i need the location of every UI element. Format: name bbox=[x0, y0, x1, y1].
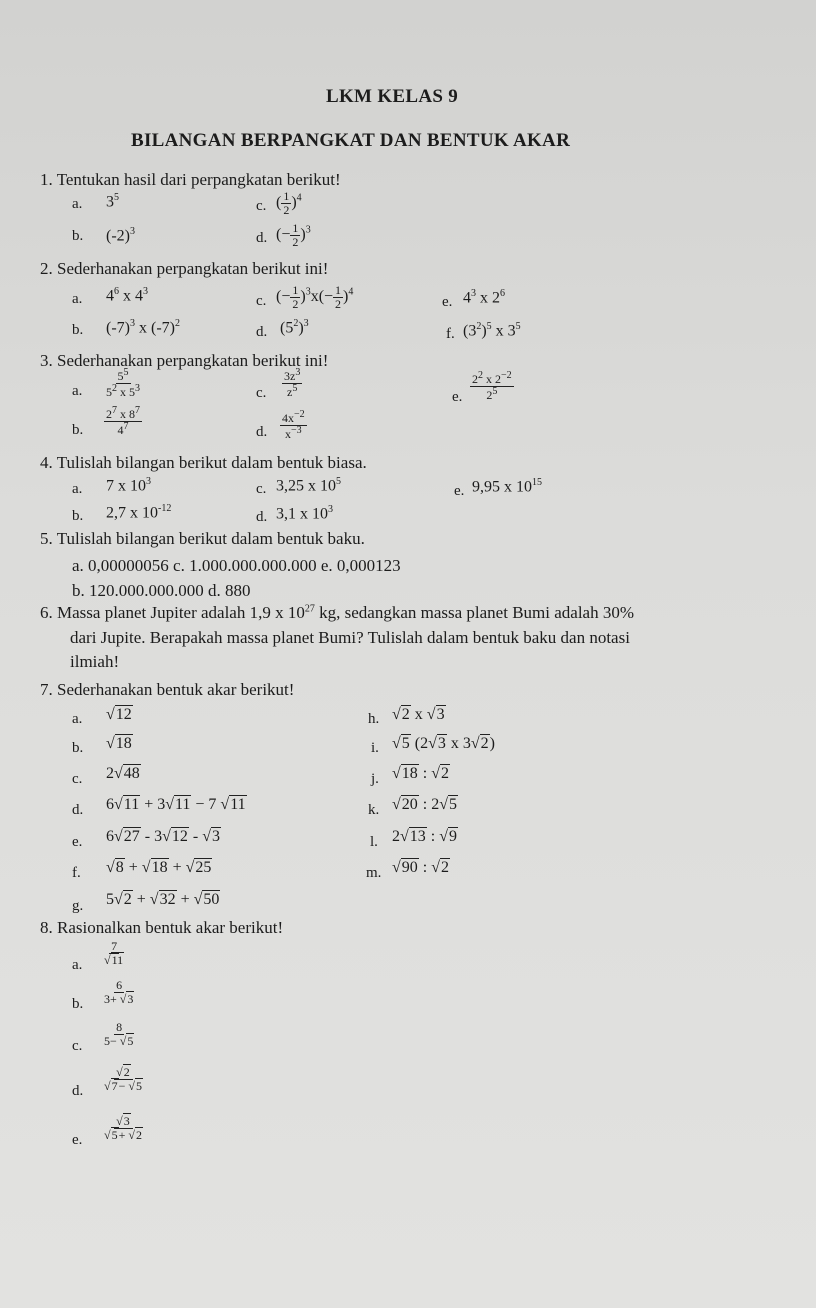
q4-label-c: c. bbox=[256, 481, 267, 497]
q3-item-a: $\frac{5^5}{5^2 x 5^3}$ bbox=[106, 367, 140, 399]
q7-label-b: b. bbox=[72, 740, 84, 756]
q7-item-f: √8 + √18 + √25 bbox=[106, 859, 212, 876]
q1-label-c: c. bbox=[256, 198, 267, 214]
q4-item-e: 9,95 x $10^{15}$ bbox=[472, 477, 542, 496]
q7-label-h: h. bbox=[368, 711, 380, 727]
q7-label-m: m. bbox=[366, 865, 382, 881]
q7-item-h: √2 x √3 bbox=[392, 706, 445, 723]
q8-label-a: a. bbox=[72, 957, 83, 973]
question-6-line-3: ilmiah! bbox=[70, 652, 120, 671]
q7-item-k: √20 : 2√5 bbox=[392, 796, 458, 813]
q7-label-g: g. bbox=[72, 898, 84, 914]
question-1: 1. Tentukan hasil dari perpangkatan berikut! bbox=[40, 170, 341, 189]
q1-label-b: b. bbox=[72, 228, 84, 244]
question-4: 4. Tulislah bilangan berikut dalam bentuk biasa. bbox=[40, 453, 367, 472]
q4-label-e: e. bbox=[454, 483, 465, 499]
q1-label-d: d. bbox=[256, 230, 268, 246]
q7-label-c: c. bbox=[72, 771, 83, 787]
q8-item-a: $\frac{7}{√11}$ bbox=[104, 939, 124, 967]
q2-item-f: $(3^2)^5$ x $3^5$ bbox=[463, 321, 521, 340]
q2-label-f: f. bbox=[446, 326, 455, 342]
q7-item-i: √5 (2√3 x 3√2) bbox=[392, 735, 495, 752]
q7-label-j: j. bbox=[371, 771, 379, 787]
q7-item-a: √12 bbox=[106, 706, 132, 723]
q8-item-d: $\frac{√2}{√7- √5}$ bbox=[104, 1065, 142, 1093]
q2-label-b: b. bbox=[72, 322, 84, 338]
question-3: 3. Sederhanakan perpangkatan berikut ini! bbox=[40, 351, 329, 370]
q2-label-a: a. bbox=[72, 291, 83, 307]
q8-item-b: $\frac{6}{3+ √3}$ bbox=[104, 978, 134, 1006]
question-7: 7. Sederhanakan bentuk akar berikut! bbox=[40, 680, 295, 699]
q8-label-c: c. bbox=[72, 1038, 83, 1054]
page-title: LKM KELAS 9 bbox=[326, 86, 459, 107]
q7-item-d: 6√11 + 3√11 − 7 √11 bbox=[106, 796, 246, 813]
q7-label-k: k. bbox=[368, 802, 380, 818]
q4-item-c: 3,25 x $10^5$ bbox=[276, 476, 341, 495]
q3-label-c: c. bbox=[256, 385, 267, 401]
q3-item-d: $\frac{4x^{-2}}{x^{-3}}$ bbox=[282, 409, 305, 441]
q3-label-d: d. bbox=[256, 424, 268, 440]
q3-label-a: a. bbox=[72, 383, 83, 399]
q1-label-a: a. bbox=[72, 196, 83, 212]
q2-item-d: $(5^2)^3$ bbox=[280, 318, 309, 337]
q1-item-c: ( $\frac{1}{2}$ )$^4$ bbox=[276, 189, 302, 217]
page-subtitle: BILANGAN BERPANGKAT DAN BENTUK AKAR bbox=[131, 130, 571, 151]
q1-item-a: $3^5$ bbox=[106, 192, 119, 211]
q7-item-e: 6√27 - 3√12 - √3 bbox=[106, 828, 220, 845]
q7-item-g: 5√2 + √32 + √50 bbox=[106, 891, 220, 908]
q7-item-b: √18 bbox=[106, 735, 132, 752]
q7-item-c: 2√48 bbox=[106, 765, 140, 782]
q4-item-a: 7 x $10^3$ bbox=[106, 476, 151, 495]
q3-item-e: $\frac{2^2 x 2^{-2}}{2^5}$ bbox=[472, 370, 512, 402]
q8-label-d: d. bbox=[72, 1083, 84, 1099]
q7-item-m: √90 : √2 bbox=[392, 859, 450, 876]
question-6-line-1: 6. Massa planet Jupiter adalah 1,9 x $10^{27}$ kg, sedangkan massa planet Bumi adalah 30% bbox=[40, 603, 634, 622]
q7-item-j: √18 : √2 bbox=[392, 765, 450, 782]
q2-label-c: c. bbox=[256, 293, 267, 309]
q2-label-e: e. bbox=[442, 294, 453, 310]
q7-label-e: e. bbox=[72, 834, 83, 850]
q4-label-a: a. bbox=[72, 481, 83, 497]
q7-label-f: f. bbox=[72, 865, 81, 881]
q3-label-b: b. bbox=[72, 422, 84, 438]
q5-row-2: b. 120.000.000.000 d. 880 bbox=[72, 581, 251, 600]
q7-label-a: a. bbox=[72, 711, 83, 727]
q2-label-d: d. bbox=[256, 324, 268, 340]
q3-item-c: $\frac{3z^3}{z^5}$ bbox=[284, 367, 301, 399]
q8-label-b: b. bbox=[72, 996, 84, 1012]
q8-label-e: e. bbox=[72, 1132, 83, 1148]
q8-item-e: $\frac{√3}{√5+ √2}$ bbox=[104, 1114, 142, 1142]
q4-label-d: d. bbox=[256, 509, 268, 525]
q7-label-i: i. bbox=[371, 740, 379, 756]
question-5: 5. Tulislah bilangan berikut dalam bentuk baku. bbox=[40, 529, 365, 548]
q7-label-l: l. bbox=[370, 834, 378, 850]
q3-item-b: $\frac{2^7 x 8^7}{4^7}$ bbox=[106, 405, 140, 437]
q7-item-l: 2√13 : √9 bbox=[392, 828, 458, 845]
q2-item-e: $4^3$ x $2^6$ bbox=[463, 288, 505, 307]
q1-item-b: $(-2)^3$ bbox=[106, 226, 135, 245]
q4-label-b: b. bbox=[72, 508, 84, 524]
q2-item-b: $(-7)^3$ x $(-7)^2$ bbox=[106, 318, 180, 337]
q2-item-c: (− $\frac{1}{2}$ )$^3$x(− $\frac{1}{2}$ )$^4$ bbox=[276, 283, 354, 311]
q1-item-d: (− $\frac{1}{2}$ )$^3$ bbox=[276, 221, 311, 249]
q4-item-b: 2,7 x $10^{-12}$ bbox=[106, 503, 172, 522]
question-2: 2. Sederhanakan perpangkatan berikut ini! bbox=[40, 259, 329, 278]
q3-label-e: e. bbox=[452, 389, 463, 405]
q7-label-d: d. bbox=[72, 802, 84, 818]
q5-row-1: a. 0,00000056 c. 1.000.000.000.000 e. 0,000123 bbox=[72, 556, 401, 575]
question-6-line-2: dari Jupite. Berapakah massa planet Bumi? Tulislah dalam bentuk baku dan notasi bbox=[70, 628, 630, 647]
question-8: 8. Rasionalkan bentuk akar berikut! bbox=[40, 918, 284, 937]
q8-item-c: $\frac{8}{5- √5}$ bbox=[104, 1020, 134, 1048]
q4-item-d: 3,1 x $10^3$ bbox=[276, 504, 333, 523]
q2-item-a: $4^6$ x $4^3$ bbox=[106, 286, 148, 305]
